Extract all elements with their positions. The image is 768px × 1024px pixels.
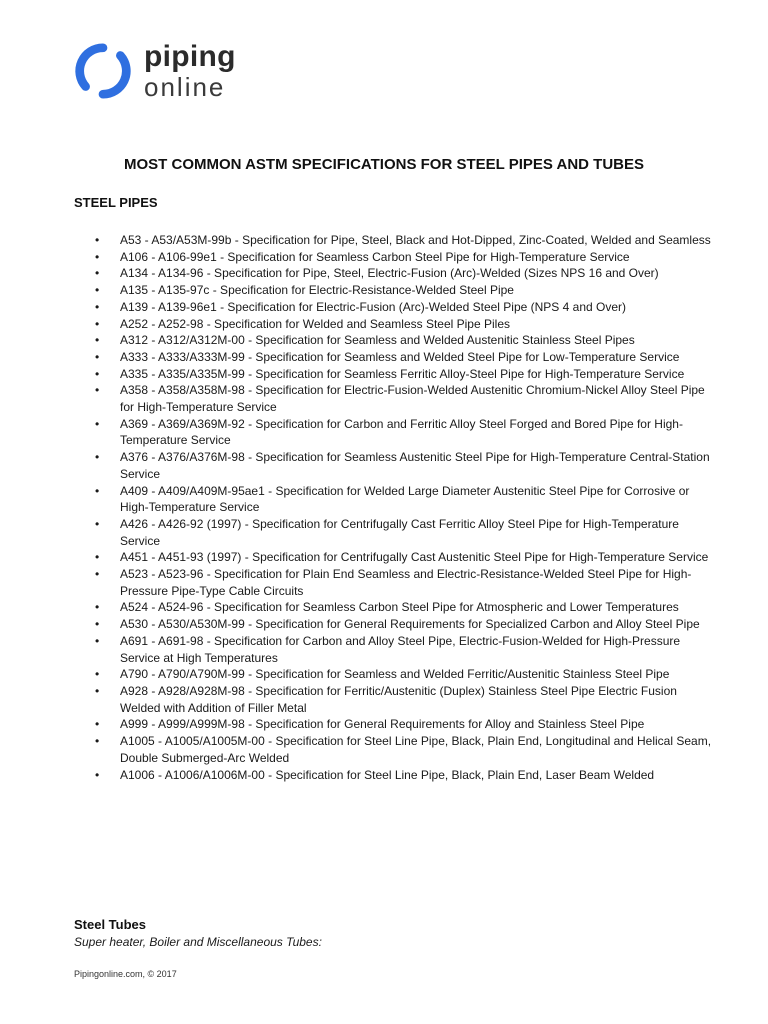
spec-text: A451 - A451-93 (1997) - Specification for Centrifugally Cast Austenitic Steel Pipe for High-Temperature Service <box>120 550 709 565</box>
bullet-icon: • <box>95 667 100 682</box>
bullet-icon: • <box>95 617 100 632</box>
spec-text: A523 - A523-96 - Specification for Plain End Seamless and Electric-Resistance-Welded Steel Pipe for High-Pressure Pipe-Type Cable Circuits <box>120 567 692 598</box>
spec-list-item <box>74 332 714 349</box>
spec-list-item <box>74 516 714 549</box>
bullet-icon: • <box>95 633 100 648</box>
spec-text: A139 - A139-96e1 - Specification for Electric-Fusion (Arc)-Welded Steel Pipe (NPS 4 and Over) <box>120 299 627 314</box>
spec-list-item <box>74 483 714 516</box>
logo-word-online: online <box>144 72 226 102</box>
bullet-icon: • <box>95 299 100 314</box>
spec-text: A134 - A134-96 - Specification for Pipe, Steel, Electric-Fusion (Arc)-Welded (Sizes NPS 16 and Over) <box>120 266 659 281</box>
bullet-icon: • <box>95 233 100 247</box>
steel-tubes-subheading: Super heater, Boiler and Miscellaneous Tubes: <box>74 935 322 949</box>
spec-text: A1006 - A1006/A1006M-00 - Specification for Steel Line Pipe, Black, Plain End, Laser Beam Welded <box>120 767 655 782</box>
spec-list-item <box>74 416 714 449</box>
spec-list-item <box>74 733 714 766</box>
bullet-icon: • <box>95 717 100 732</box>
spec-text: A426 - A426-92 (1997) - Specification for Centrifugally Cast Ferritic Alloy Steel Pipe for High-Temperature Service <box>120 516 679 548</box>
bullet-icon: • <box>95 266 100 281</box>
bullet-icon: • <box>95 550 100 565</box>
spec-text: A691 - A691-98 - Specification for Carbon and Alloy Steel Pipe, Electric-Fusion-Welded for High-Pressure Service at High Temperatures <box>120 633 681 665</box>
spec-list-item <box>74 716 714 733</box>
spec-list-item <box>74 265 714 282</box>
spec-list-item <box>74 382 714 415</box>
steel-pipes-heading: STEEL PIPES <box>74 195 158 210</box>
spec-text: A524 - A524-96 - Specification for Seamless Carbon Steel Pipe for Atmospheric and Lower Temperatures <box>120 600 679 615</box>
spec-list-item <box>74 666 714 683</box>
spec-list-item <box>74 683 714 716</box>
spec-text: A53 - A53/A53M-99b - Specification for Pipe, Steel, Black and Hot-Dipped, Zinc-Coated, Welded and Seamless <box>120 233 711 247</box>
spec-text: A135 - A135-97c - Specification for Electric-Resistance-Welded Steel Pipe <box>120 283 514 298</box>
bullet-icon: • <box>95 249 100 264</box>
spec-list-item <box>74 616 714 633</box>
spec-list-item <box>74 349 714 366</box>
bullet-icon: • <box>95 416 100 431</box>
brand-logo <box>74 42 236 100</box>
bullet-icon: • <box>95 767 100 782</box>
spec-list-item <box>74 549 714 566</box>
spec-text: A409 - A409/A409M-95ae1 - Specification for Welded Large Diameter Austenitic Steel Pipe for Corrosive or High-Temperature Service <box>120 483 690 515</box>
bullet-icon: • <box>95 600 100 615</box>
spec-text: A999 - A999/A999M-98 - Specification for General Requirements for Alloy and Stainless Steel Pipe <box>120 717 645 732</box>
bullet-icon: • <box>95 333 100 348</box>
document-title: MOST COMMON ASTM SPECIFICATIONS FOR STEEL PIPES AND TUBES <box>123 156 645 173</box>
spec-list-item <box>74 566 714 599</box>
spec-text: A358 - A358/A358M-98 - Specification for Electric-Fusion-Welded Austenitic Chromium-Nickel Alloy Steel Pipe for High-Temperature Service <box>120 383 705 415</box>
spec-text: A333 - A333/A333M-99 - Specification for Seamless and Welded Steel Pipe for Low-Temperature Service <box>120 349 680 364</box>
spec-text: A376 - A376/A376M-98 - Specification for Seamless Austenitic Steel Pipe for High-Temperature Central-Station Service <box>120 450 710 481</box>
spec-text: A335 - A335/A335M-99 - Specification for Seamless Ferritic Alloy-Steel Pipe for High-Temperature Service <box>120 366 685 381</box>
spec-text: A312 - A312/A312M-00 - Specification for Seamless and Welded Austenitic Stainless Steel Pipes <box>120 333 635 348</box>
spec-text: A252 - A252-98 - Specification for Welded and Seamless Steel Pipe Piles <box>120 316 510 331</box>
piping-online-logo-icon <box>74 42 132 100</box>
bullet-icon: • <box>95 349 100 364</box>
steel-pipe-spec-list <box>74 232 714 783</box>
bullet-icon: • <box>95 483 100 498</box>
spec-list-item <box>74 316 714 333</box>
spec-list-item <box>74 366 714 383</box>
spec-text: A790 - A790/A790M-99 - Specification for Seamless and Welded Ferritic/Austenitic Stainless Steel Pipe <box>120 667 670 682</box>
spec-text: A1005 - A1005/A1005M-00 - Specification for Steel Line Pipe, Black, Plain End, Longitudinal and Helical Seam, Double Submerged-Arc Welded <box>120 734 712 765</box>
bullet-icon: • <box>95 516 100 531</box>
bullet-icon: • <box>95 734 100 749</box>
bullet-icon: • <box>95 567 100 582</box>
spec-list-item <box>74 599 714 616</box>
bullet-icon: • <box>95 450 100 465</box>
spec-text: A530 - A530/A530M-99 - Specification for General Requirements for Specialized Carbon and Alloy Steel Pipe <box>120 617 700 632</box>
logo-word-piping: piping <box>144 40 236 73</box>
spec-list-item <box>74 633 714 666</box>
spec-list-item <box>74 767 714 784</box>
steel-tubes-heading: Steel Tubes <box>74 917 147 932</box>
spec-list-item <box>74 282 714 299</box>
bullet-icon: • <box>95 283 100 298</box>
spec-list-item <box>74 299 714 316</box>
page-footer: Pipingonline.com, © 2017 <box>74 969 177 979</box>
bullet-icon: • <box>95 683 100 698</box>
bullet-icon: • <box>95 383 100 398</box>
spec-text: A928 - A928/A928M-98 - Specification for Ferritic/Austenitic (Duplex) Stainless Steel Pipe Electric Fusion Welded with Addition of Filler Metal <box>120 683 677 715</box>
spec-list-item <box>74 249 714 266</box>
spec-list-item <box>74 232 714 249</box>
spec-text: A369 - A369/A369M-92 - Specification for Carbon and Ferritic Alloy Steel Forged and Bored Pipe for High-Temperature Service <box>120 416 683 448</box>
bullet-icon: • <box>95 316 100 331</box>
spec-text: A106 - A106-99e1 - Specification for Seamless Carbon Steel Pipe for High-Temperature Service <box>120 249 630 264</box>
spec-list-item <box>74 449 714 482</box>
bullet-icon: • <box>95 366 100 381</box>
